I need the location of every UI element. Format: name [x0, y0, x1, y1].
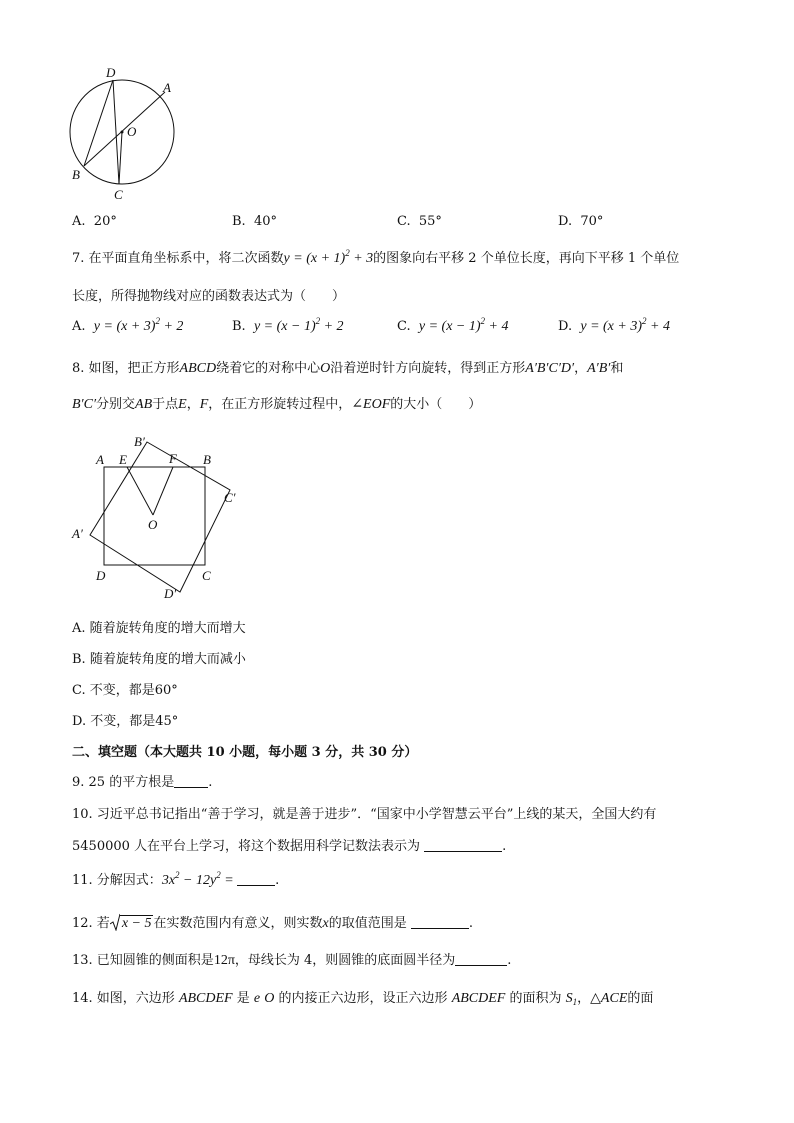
q8-option-d: D. 不变，都是45° — [72, 714, 179, 729]
label-f: F — [169, 451, 177, 466]
segment-co — [119, 132, 122, 184]
q13-stem: 13. 已知圆锥的侧面积是12π，母线长为 4，则圆锥的底面圆半径为 . — [72, 953, 512, 968]
q9-answer-blank — [174, 774, 208, 788]
label-b-prime: B′ — [134, 434, 145, 449]
label-c: C — [114, 187, 123, 202]
label-a: A — [96, 452, 104, 467]
label-o: O — [148, 517, 158, 532]
q7-option-b: B. $y = (x - 1)^2 + 2$ — [232, 316, 344, 334]
q12-stem: 12. 若 x − 5 在实数范围内有意义，则实数x的取值范围是 . — [72, 916, 474, 931]
label-a: A — [163, 80, 171, 95]
q7-option-d: D. $y = (x + 3)^2 + 4$ — [558, 316, 670, 334]
q10-stem-line2: 5450000 人在平台上学习，将这个数据用科学记数法表示为 . — [72, 839, 507, 854]
label-b: B — [72, 167, 80, 182]
q11-stem: 11. 分解因式：$3x^2 - 12y^2$ = . — [72, 870, 280, 888]
label-e: E — [119, 452, 127, 467]
q12-answer-blank — [411, 915, 469, 929]
q8-option-b: B. 随着旋转角度的增大而减小 — [72, 652, 246, 667]
center-point — [121, 131, 124, 134]
label-a-prime: A′ — [72, 526, 83, 541]
label-d: D — [96, 568, 106, 583]
q12-square-root: x − 5 — [110, 915, 154, 933]
label-c-prime: C′ — [224, 490, 236, 505]
q7-stem-line2: 长度，所得抛物线对应的函数表达式为（ ） — [72, 289, 346, 304]
q6-option-b: B. 40° — [232, 214, 277, 229]
q8-option-c: C. 不变，都是60° — [72, 683, 178, 698]
q14-stem-line1: 14. 如图，六边形 ABCDEF 是 e O 的内接正六边形，设正六边形 ABCDEF 的面积为 $S_1$，△ACE的面 — [72, 991, 654, 1007]
circle-figure — [64, 62, 184, 202]
q10-stem-line1: 10. 习近平总书记指出“善于学习，就是善于进步”．“国家中小学智慧云平台”上线的某天，全国大约有 — [72, 807, 657, 822]
label-d-prime: D′ — [164, 586, 177, 601]
q9-stem: 9. 25 的平方根是 . — [72, 775, 213, 790]
label-c: C — [202, 568, 211, 583]
q10-answer-blank — [424, 838, 502, 852]
q8-option-a: A. 随着旋转角度的增大而增大 — [72, 621, 246, 636]
q7-option-c: C. $y = (x - 1)^2 + 4$ — [397, 316, 509, 334]
segment-fo — [153, 467, 173, 515]
q8-stem-line2: B′C′分别交AB于点E，F，在正方形旋转过程中，∠EOF的大小（ ） — [72, 397, 482, 412]
chord-dc — [113, 80, 119, 184]
square-abcd — [104, 467, 205, 565]
q6-option-d: D. 70° — [558, 214, 604, 229]
q13-answer-blank — [455, 952, 507, 966]
rotated-square-figure — [66, 430, 256, 610]
q8-stem-line1: 8. 如图，把正方形ABCD绕着它的对称中心O沿着逆时针方向旋转，得到正方形A′B′C′D′，A′B′和 — [72, 361, 624, 376]
q7-given-function: $y = (x + 1)^2 + 3$ — [283, 248, 374, 266]
label-b: B — [203, 452, 211, 467]
q7-option-a: A. $y = (x + 3)^2 + 2$ — [72, 316, 184, 334]
segment-eo — [127, 467, 153, 515]
q7-stem-line1: 7. 在平面直角坐标系中，将二次函数$y = (x + 1)^2 + 3$的图象向右平移 2 个单位长度，再向下平移 1 个单位 — [72, 248, 680, 266]
section-heading-fill-in: 二、填空题（本大题共 10 小题，每小题 3 分，共 30 分） — [72, 745, 418, 760]
q6-option-a: A. 20° — [72, 214, 117, 229]
q11-answer-blank — [237, 872, 275, 886]
label-d: D — [106, 65, 116, 80]
q6-option-c: C. 55° — [397, 214, 442, 229]
label-o: O — [127, 124, 137, 139]
